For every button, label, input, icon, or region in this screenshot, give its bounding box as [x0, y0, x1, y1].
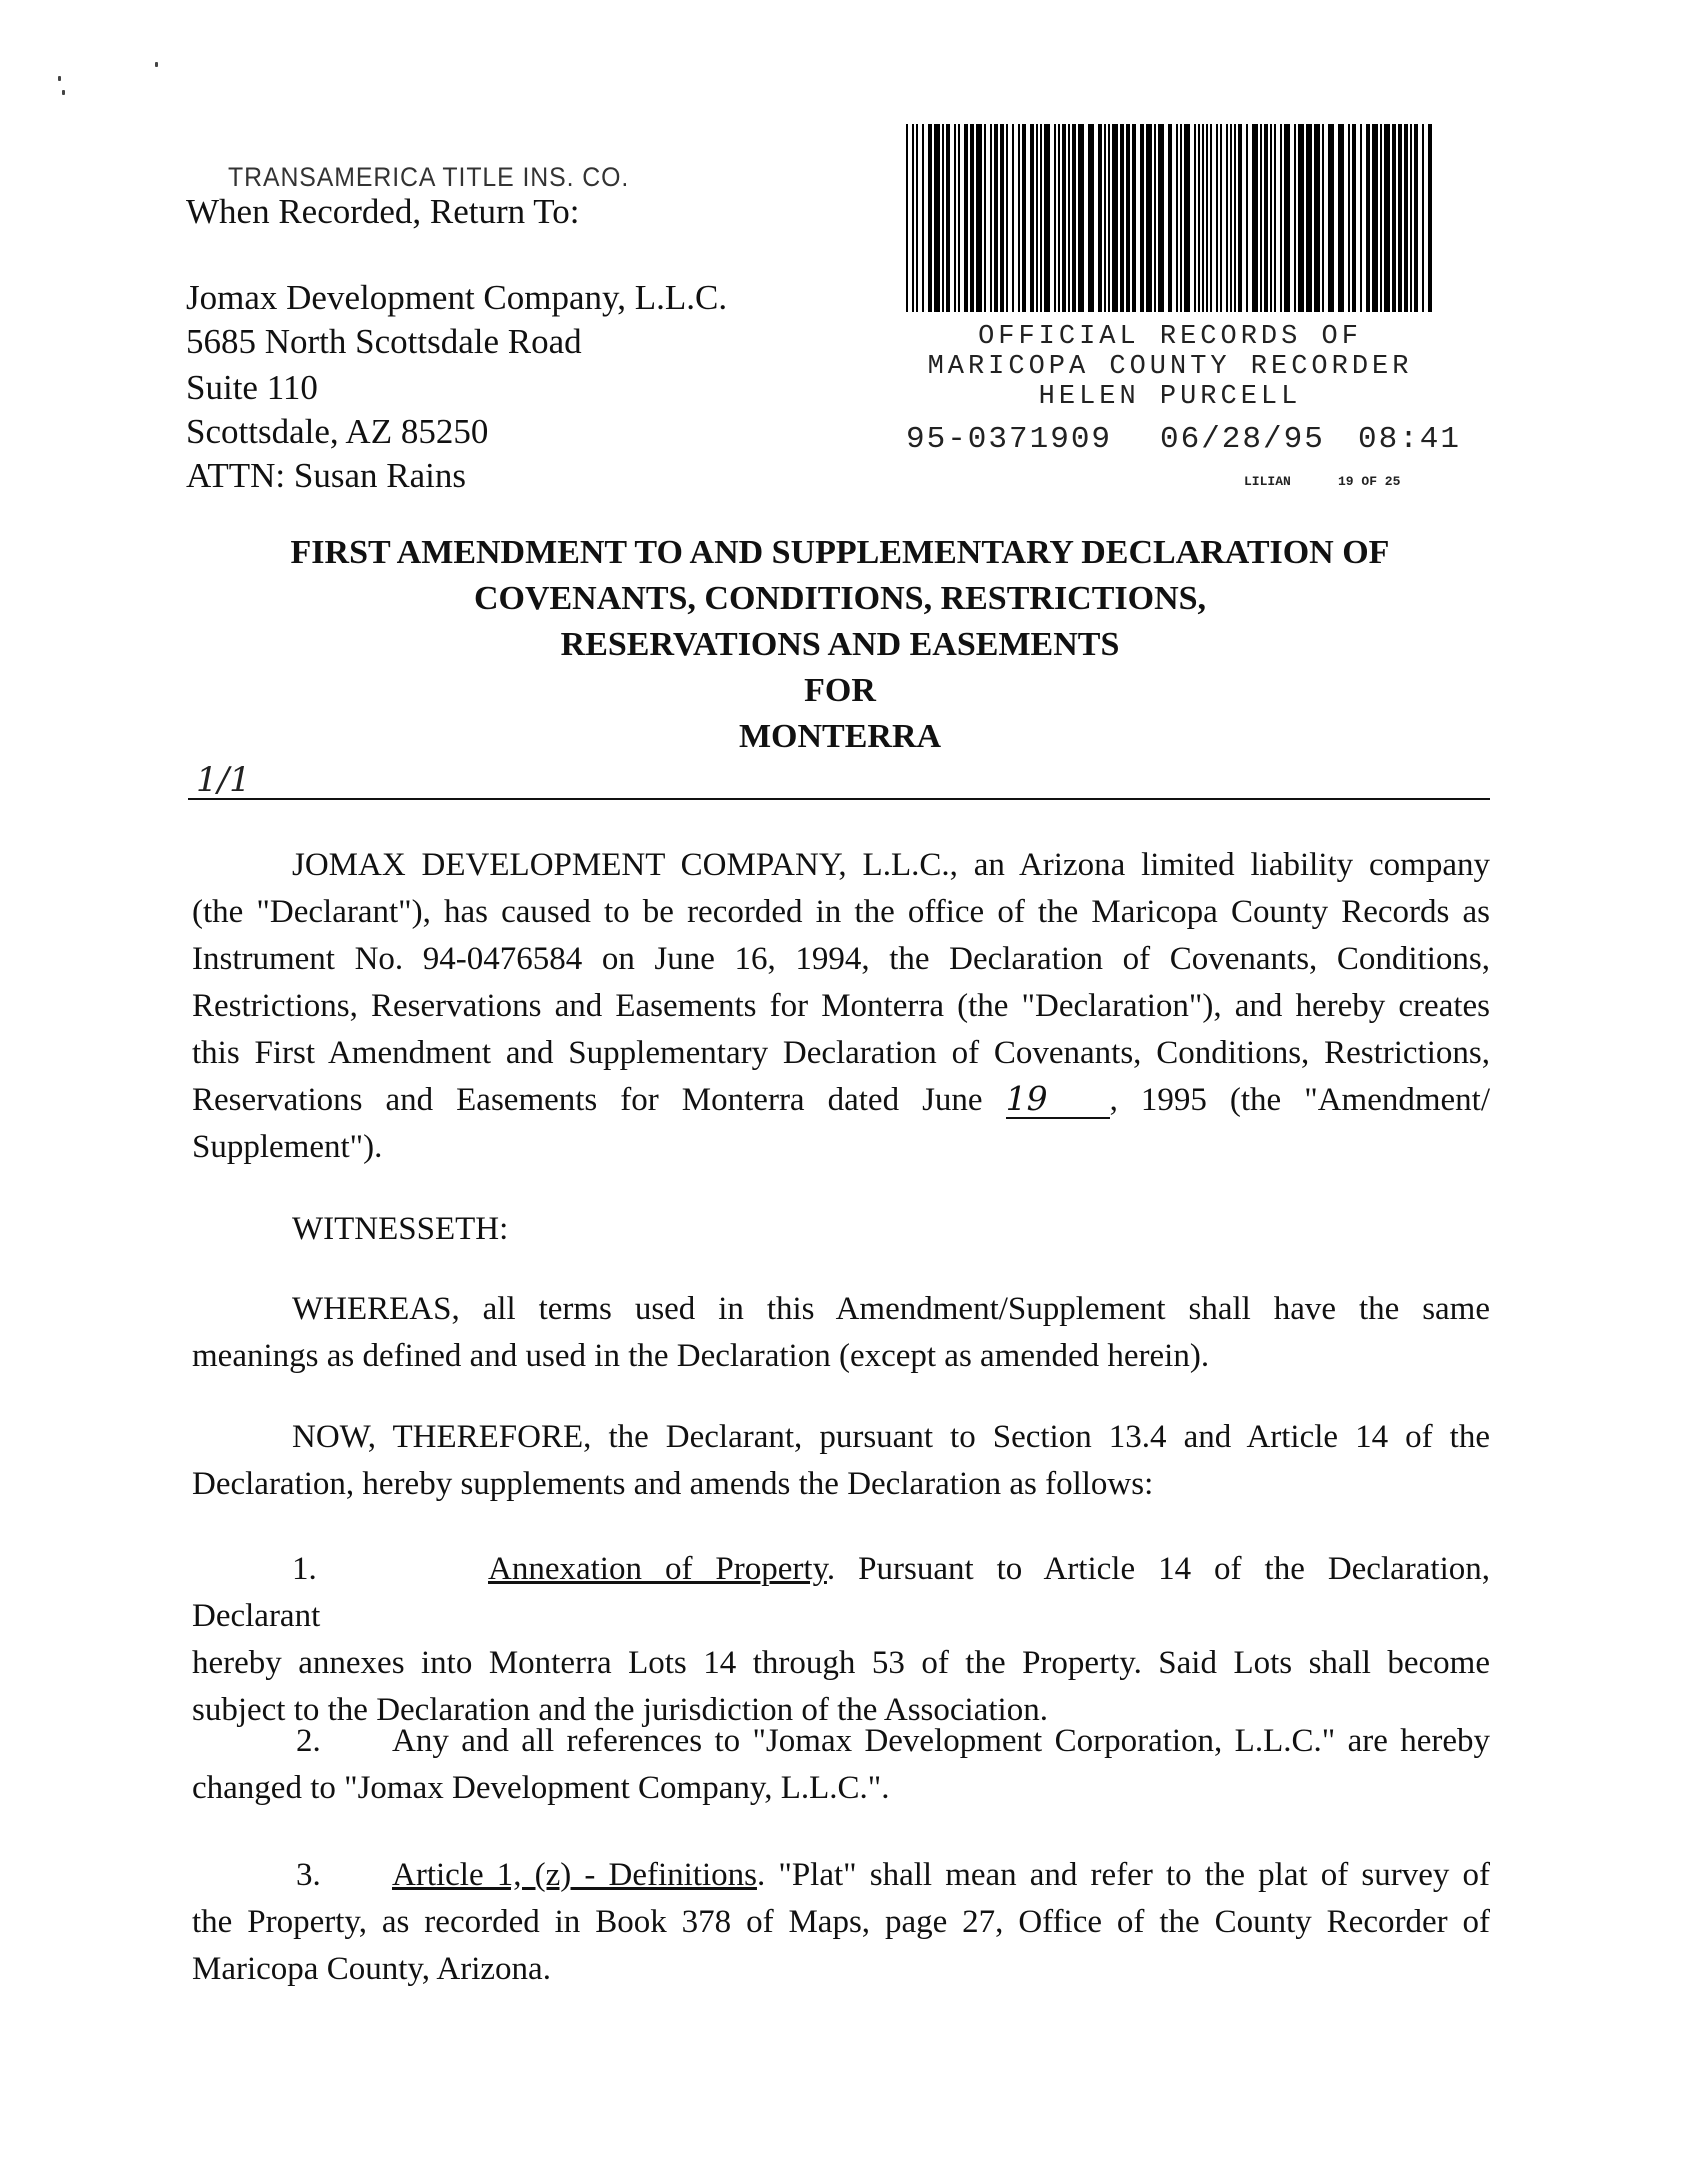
barcode-bar — [1306, 124, 1312, 312]
barcode-bar — [1058, 124, 1060, 312]
scan-speck — [62, 90, 65, 95]
barcode-bar — [1140, 124, 1144, 312]
item-text: . Pursuant to Article 14 of the Declaration, Declarant — [192, 1551, 1490, 1634]
barcode-bar — [1030, 124, 1034, 312]
barcode-bar — [1392, 124, 1396, 312]
barcode-bar — [958, 124, 960, 312]
barcode-bar — [1040, 124, 1042, 312]
barcode-bar — [1294, 124, 1296, 312]
barcode-bar — [1112, 124, 1118, 312]
barcode-bar — [1280, 124, 1282, 312]
return-to-label: When Recorded, Return To: — [186, 192, 580, 231]
barcode-bar — [1104, 124, 1106, 312]
now-therefore-line: Declaration, hereby supplements and amends the Declaration as follows: — [192, 1466, 1154, 1502]
barcode-bar — [1422, 124, 1424, 312]
barcode-bar — [1018, 124, 1020, 312]
item-line: the Property, as recorded in Book 378 of Maps, page 27, Office of the County Recorder of — [192, 1904, 1490, 1940]
recorder-line-1: OFFICIAL RECORDS OF — [978, 322, 1362, 352]
title-company-stamp: TRANSAMERICA TITLE INS. CO. — [228, 162, 630, 192]
barcode-bar — [1044, 124, 1050, 312]
intro-dated-line — [192, 1077, 1490, 1124]
scan-speck — [155, 62, 158, 67]
barcode-bar — [934, 124, 940, 312]
barcode-bar — [1132, 124, 1136, 312]
handwritten-day: 19 — [1006, 1081, 1110, 1119]
item-definitions — [192, 1852, 1490, 1993]
return-address-line: Scottsdale, AZ 85250 — [186, 412, 489, 451]
barcode-bar — [1366, 124, 1370, 312]
barcode-bar — [1198, 124, 1200, 312]
intro-dated-text-end: , 1995 (the "Amendment/ — [1109, 1082, 1490, 1118]
item-line: subject to the Declaration and the jurisdiction of the Association. — [192, 1692, 1048, 1728]
barcode-bar — [1154, 124, 1156, 312]
barcode-bar — [1360, 124, 1362, 312]
intro-line: Instrument No. 94-0476584 on June 16, 1994, the Declaration of Covenants, Conditions, — [192, 941, 1490, 977]
item-number: 3. — [296, 1857, 321, 1893]
return-address-line: ATTN: Susan Rains — [186, 456, 466, 495]
barcode-bar — [1176, 124, 1178, 312]
item-text: Any and all references to "Jomax Development Corporation, L.L.C." are hereby — [392, 1723, 1490, 1759]
item-text: . "Plat" shall mean and refer to the plat of survey of — [756, 1857, 1490, 1893]
return-address-line: Suite 110 — [186, 368, 318, 407]
barcode-bar — [1410, 124, 1412, 312]
barcode-bar — [906, 124, 908, 312]
whereas-line: meanings as defined and used in the Declaration (except as amended herein). — [192, 1338, 1210, 1374]
item-line: hereby annexes into Monterra Lots 14 through 53 of the Property. Said Lots shall become — [192, 1645, 1490, 1681]
return-address-line: 5685 North Scottsdale Road — [186, 322, 582, 361]
return-address-line: Jomax Development Company, L.L.C. — [186, 278, 728, 317]
intro-line: Restrictions, Reservations and Easements for Monterra (the "Declaration"), and hereby creates — [192, 988, 1490, 1024]
barcode-bar — [1146, 124, 1152, 312]
barcode-bar — [1216, 124, 1218, 312]
intro-line: this First Amendment and Supplementary Declaration of Covenants, Conditions, Restrictions, — [192, 1035, 1490, 1071]
barcode-bar — [1054, 124, 1056, 312]
item-heading: Article 1, (z) - Definitions — [392, 1857, 757, 1893]
document-title-line: COVENANTS, CONDITIONS, RESTRICTIONS, — [473, 580, 1207, 617]
barcode-bar — [1274, 124, 1276, 312]
item-annexation — [192, 1546, 1490, 1734]
scan-speck — [58, 76, 61, 81]
barcode-bar — [1210, 124, 1212, 312]
barcode-bar — [1372, 124, 1378, 312]
intro-line: JOMAX DEVELOPMENT COMPANY, L.L.C., an Arizona limited liability company — [292, 847, 1490, 883]
barcode-bar — [1384, 124, 1390, 312]
barcode-bar — [912, 124, 914, 312]
barcode-bar — [1220, 124, 1222, 312]
barcode-bar — [954, 124, 956, 312]
witnesseth-heading: WITNESSETH: — [292, 1211, 509, 1247]
barcode-bar — [1404, 124, 1408, 312]
barcode-bar — [1158, 124, 1164, 312]
barcode-bar — [1062, 124, 1066, 312]
intro-paragraph — [192, 842, 1490, 1171]
barcode-bar — [1098, 124, 1102, 312]
whereas-paragraph — [192, 1286, 1490, 1380]
barcode-bar — [1352, 124, 1356, 312]
item-references — [192, 1718, 1490, 1812]
item-line: changed to "Jomax Development Company, L.L.C.". — [192, 1770, 890, 1806]
barcode-bar — [1264, 124, 1268, 312]
intro-line: Supplement"). — [192, 1129, 383, 1165]
document-title-line: RESERVATIONS AND EASEMENTS — [560, 626, 1120, 663]
barcode-bar — [1168, 124, 1172, 312]
barcode-bar — [1226, 124, 1228, 312]
barcode-bar — [1380, 124, 1382, 312]
item-number: 2. — [296, 1723, 321, 1759]
barcode-bar — [1006, 124, 1008, 312]
barcode-bar — [1108, 124, 1110, 312]
item-first-line — [192, 1718, 1490, 1765]
handwritten-page-mark: 1/1 — [196, 760, 251, 800]
recorder-line-3: HELEN PURCELL — [1038, 382, 1302, 412]
barcode-bar — [1260, 124, 1262, 312]
barcode-bar — [1194, 124, 1196, 312]
barcode-bar — [990, 124, 992, 312]
item-line: Maricopa County, Arizona. — [192, 1951, 551, 1987]
barcode-bar — [1314, 124, 1320, 312]
document-title-line: FIRST AMENDMENT TO AND SUPPLEMENTARY DECLARATION OF — [290, 534, 1390, 571]
barcode-bar — [1078, 124, 1084, 312]
barcode-bar — [1284, 124, 1290, 312]
barcode-bar — [1414, 124, 1418, 312]
barcode-bar — [1120, 124, 1124, 312]
barcode-bar — [1230, 124, 1232, 312]
barcode-bar — [1088, 124, 1094, 312]
recording-time: 08:41 — [1358, 422, 1462, 457]
barcode — [904, 124, 1438, 314]
whereas-line: WHEREAS, all terms used in this Amendment/Supplement shall have the same — [292, 1291, 1490, 1327]
recorder-line-2: MARICOPA COUNTY RECORDER — [927, 352, 1413, 382]
barcode-bar — [1428, 124, 1432, 312]
barcode-bar — [928, 124, 932, 312]
item-number: 1. — [292, 1551, 317, 1587]
intro-line: (the "Declarant"), has caused to be recorded in the office of the Maricopa County Records as — [192, 894, 1490, 930]
recording-date: 06/28/95 — [1160, 422, 1325, 457]
barcode-bar — [1180, 124, 1182, 312]
recording-pages: 19 OF 25 — [1338, 474, 1401, 489]
barcode-bar — [946, 124, 950, 312]
recording-clerk: LILIAN — [1244, 474, 1291, 489]
now-therefore-line: NOW, THEREFORE, the Declarant, pursuant to Section 13.4 and Article 14 of the — [292, 1419, 1490, 1455]
barcode-bar — [1184, 124, 1190, 312]
title-rule — [188, 798, 1490, 800]
barcode-bar — [970, 124, 974, 312]
barcode-bar — [1348, 124, 1350, 312]
intro-dated-text: Reservations and Easements for Monterra dated June — [192, 1082, 983, 1118]
barcode-bar — [1126, 124, 1130, 312]
barcode-bar — [1012, 124, 1014, 312]
document-title-line: MONTERRA — [738, 718, 942, 755]
now-therefore-paragraph — [192, 1414, 1490, 1508]
barcode-bar — [1270, 124, 1272, 312]
barcode-bar — [1036, 124, 1038, 312]
barcode-bar — [916, 124, 918, 312]
barcode-bar — [976, 124, 982, 312]
barcode-bar — [942, 124, 944, 312]
barcode-bar — [1322, 124, 1324, 312]
barcode-bar — [1234, 124, 1236, 312]
barcode-bar — [1398, 124, 1402, 312]
barcode-bar — [1206, 124, 1208, 312]
barcode-bar — [1000, 124, 1004, 312]
barcode-bar — [964, 124, 968, 312]
recording-number: 95-0371909 — [906, 422, 1113, 457]
barcode-bar — [1238, 124, 1242, 312]
document-title-line: FOR — [804, 672, 876, 709]
barcode-bar — [1072, 124, 1076, 312]
barcode-bar — [1298, 124, 1304, 312]
item-heading: Annexation of Property — [488, 1551, 827, 1587]
barcode-bar — [1022, 124, 1026, 312]
barcode-bar — [994, 124, 998, 312]
barcode-bar — [1068, 124, 1070, 312]
barcode-bar — [984, 124, 986, 312]
barcode-bar — [1338, 124, 1344, 312]
item-first-line — [192, 1546, 1490, 1640]
barcode-bar — [922, 124, 924, 312]
barcode-bar — [1328, 124, 1334, 312]
barcode-bar — [1202, 124, 1204, 312]
barcode-bar — [1246, 124, 1248, 312]
barcode-bar — [1252, 124, 1258, 312]
item-first-line — [192, 1852, 1490, 1899]
